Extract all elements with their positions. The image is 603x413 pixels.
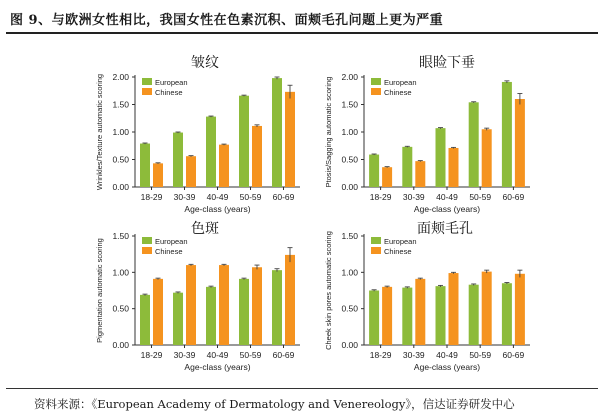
bar-european-50-59 bbox=[469, 285, 479, 345]
x-tick-label: 40-49 bbox=[206, 192, 229, 202]
chart-panel-4 bbox=[324, 220, 530, 372]
x-tick-label: 50-59 bbox=[239, 192, 262, 202]
bar-chinese-30-39 bbox=[415, 161, 425, 187]
bar-chinese-60-69 bbox=[285, 255, 295, 345]
x-tick-label: 30-39 bbox=[402, 192, 425, 202]
bar-chinese-18-29 bbox=[153, 163, 163, 187]
source-note: 资料来源：《European Academy of Dermatology and Venereology》，信达证券研发中心 bbox=[34, 397, 515, 411]
x-tick-label: 18-29 bbox=[369, 192, 392, 202]
bar-european-30-39 bbox=[402, 147, 412, 187]
bar-european-30-39 bbox=[173, 293, 183, 345]
chart-panel-2 bbox=[324, 55, 530, 214]
y-tick-label: 1.50 bbox=[112, 231, 129, 241]
chart-title: 色斑 bbox=[191, 221, 219, 237]
legend-swatch-european bbox=[371, 78, 381, 85]
bar-chinese-30-39 bbox=[415, 279, 425, 345]
y-tick-label: 1.50 bbox=[341, 99, 358, 110]
y-tick-label: 1.00 bbox=[112, 267, 129, 278]
figure-title: 图 9、与欧洲女性相比，我国女性在色素沉积、面颊毛孔问题上更为严重 bbox=[10, 13, 444, 28]
bar-chinese-60-69 bbox=[285, 92, 295, 187]
legend-label-chinese: Chinese bbox=[155, 88, 183, 97]
x-tick-label: 50-59 bbox=[239, 350, 262, 360]
bar-european-18-29 bbox=[140, 295, 150, 345]
y-axis-label: Ptosis/Sagging automatic scoring bbox=[324, 76, 333, 188]
chart-panel-1 bbox=[95, 54, 300, 214]
y-tick-label: 0.50 bbox=[112, 154, 129, 165]
bar-european-50-59 bbox=[469, 102, 479, 187]
bar-european-40-49 bbox=[436, 286, 446, 345]
bar-chinese-60-69 bbox=[515, 274, 525, 345]
y-tick-label: 0.50 bbox=[112, 303, 129, 314]
bar-european-30-39 bbox=[402, 288, 412, 345]
y-axis-label: Pigmentation automatic scoring bbox=[95, 238, 104, 343]
chart-title: 皱纹 bbox=[191, 55, 219, 71]
bar-chinese-18-29 bbox=[382, 167, 392, 187]
bar-chinese-30-39 bbox=[186, 265, 196, 345]
y-tick-label: 0.00 bbox=[341, 182, 358, 192]
x-tick-label: 30-39 bbox=[173, 192, 196, 202]
bar-chinese-40-49 bbox=[449, 273, 459, 345]
x-tick-label: 50-59 bbox=[469, 350, 492, 360]
legend-swatch-chinese bbox=[142, 247, 152, 254]
y-tick-label: 2.00 bbox=[112, 72, 129, 82]
y-axis-label: Wrinkles/Texture automatic scoring bbox=[95, 73, 104, 191]
legend-label-chinese: Chinese bbox=[155, 247, 183, 256]
x-tick-label: 30-39 bbox=[173, 350, 196, 360]
y-tick-label: 0.00 bbox=[112, 340, 129, 350]
bar-european-50-59 bbox=[239, 96, 249, 187]
bar-european-40-49 bbox=[206, 117, 216, 187]
bar-chinese-40-49 bbox=[449, 148, 459, 187]
legend-swatch-european bbox=[142, 78, 152, 85]
legend-swatch-european bbox=[371, 237, 381, 244]
y-tick-label: 0.00 bbox=[341, 340, 358, 350]
bar-chinese-18-29 bbox=[382, 287, 392, 345]
x-axis-label: Age-class (years) bbox=[413, 362, 481, 372]
bar-european-40-49 bbox=[206, 287, 216, 345]
legend-swatch-european bbox=[142, 237, 152, 244]
bar-european-60-69 bbox=[272, 78, 282, 187]
legend-label-european: European bbox=[155, 78, 188, 87]
legend-label-european: European bbox=[384, 78, 417, 87]
bar-european-18-29 bbox=[369, 291, 379, 346]
chart-title: 眼睑下垂 bbox=[419, 55, 475, 71]
y-tick-label: 1.00 bbox=[112, 127, 129, 137]
y-tick-label: 1.00 bbox=[341, 127, 358, 137]
bar-chinese-30-39 bbox=[186, 156, 196, 187]
bar-european-40-49 bbox=[436, 128, 446, 187]
y-tick-label: 1.00 bbox=[341, 267, 358, 278]
x-tick-label: 30-39 bbox=[402, 350, 425, 360]
legend-swatch-chinese bbox=[142, 88, 152, 95]
x-tick-label: 18-29 bbox=[140, 350, 163, 360]
bar-european-50-59 bbox=[239, 279, 249, 345]
legend-swatch-chinese bbox=[371, 88, 381, 95]
chart-panel-3 bbox=[95, 221, 300, 372]
bar-european-60-69 bbox=[272, 270, 282, 345]
bar-chinese-50-59 bbox=[482, 129, 492, 187]
bar-european-60-69 bbox=[502, 283, 512, 345]
x-tick-label: 40-49 bbox=[436, 192, 458, 202]
bar-european-18-29 bbox=[140, 144, 150, 187]
legend-label-chinese: Chinese bbox=[384, 247, 412, 256]
chart-title: 面颊毛孔 bbox=[417, 221, 473, 237]
legend-swatch-chinese bbox=[371, 247, 381, 254]
bar-chinese-50-59 bbox=[252, 126, 262, 187]
x-tick-label: 40-49 bbox=[206, 350, 229, 360]
bar-european-18-29 bbox=[369, 155, 379, 187]
legend-label-european: European bbox=[155, 237, 188, 246]
bar-chinese-60-69 bbox=[515, 99, 525, 187]
y-tick-label: 1.50 bbox=[112, 99, 129, 110]
y-tick-label: 0.00 bbox=[112, 182, 129, 192]
bar-chinese-40-49 bbox=[219, 145, 229, 187]
x-tick-label: 50-59 bbox=[469, 192, 492, 202]
bar-chinese-50-59 bbox=[252, 267, 262, 345]
bar-european-30-39 bbox=[173, 133, 183, 187]
x-axis-label: Age-class (years) bbox=[184, 204, 251, 214]
legend-label-chinese: Chinese bbox=[384, 88, 412, 97]
x-tick-label: 18-29 bbox=[369, 350, 392, 360]
x-tick-label: 60-69 bbox=[502, 192, 525, 202]
bar-chinese-40-49 bbox=[219, 265, 229, 345]
x-tick-label: 60-69 bbox=[272, 350, 295, 360]
x-tick-label: 60-69 bbox=[272, 192, 295, 202]
y-tick-label: 0.50 bbox=[341, 154, 358, 165]
x-axis-label: Age-class (years) bbox=[413, 204, 481, 214]
bar-european-60-69 bbox=[502, 82, 512, 187]
y-tick-label: 1.50 bbox=[341, 231, 358, 241]
x-tick-label: 60-69 bbox=[502, 350, 525, 360]
y-tick-label: 0.50 bbox=[341, 303, 358, 314]
bar-chinese-50-59 bbox=[482, 272, 492, 345]
y-axis-label: Cheek skin pores automatic scoring bbox=[324, 231, 333, 350]
bar-chinese-18-29 bbox=[153, 279, 163, 345]
x-axis-label: Age-class (years) bbox=[184, 362, 251, 372]
x-tick-label: 40-49 bbox=[436, 350, 458, 360]
y-tick-label: 2.00 bbox=[341, 72, 358, 82]
legend-label-european: European bbox=[384, 237, 417, 246]
source-rule bbox=[6, 388, 598, 389]
x-tick-label: 18-29 bbox=[140, 192, 163, 202]
